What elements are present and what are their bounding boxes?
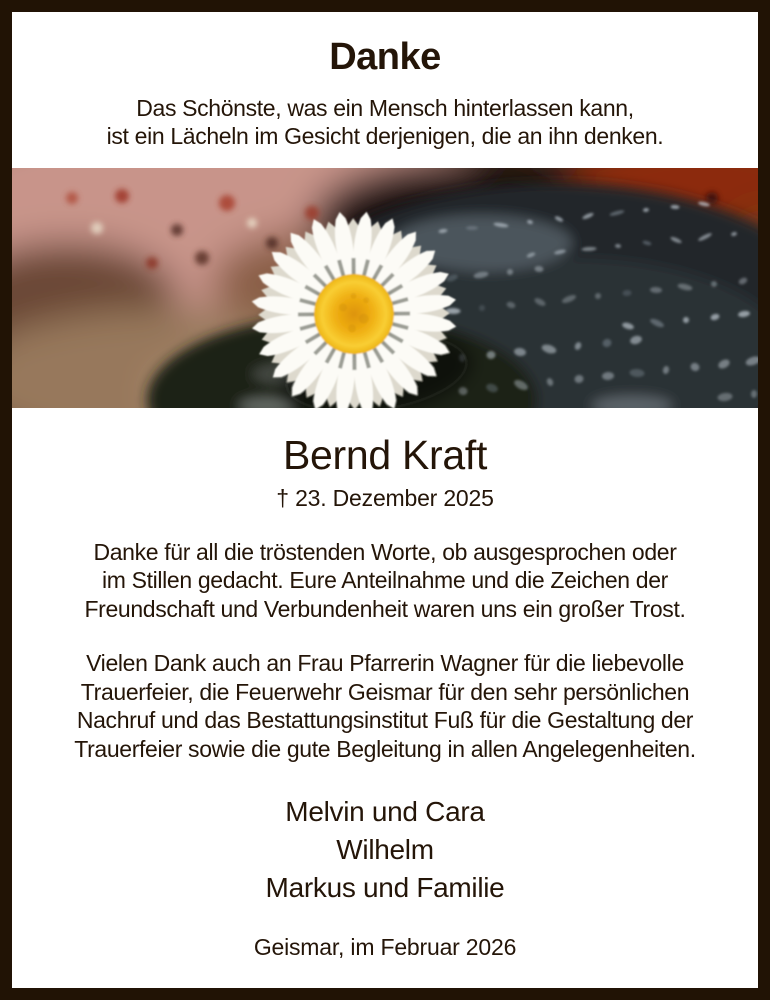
paragraph-line: Nachruf und das Bestattungsinstitut Fuß für die Gestaltung der [76,707,694,734]
page-title: Danke [329,36,441,78]
paragraph-line: Trauerfeier sowie die gute Begleitung in allen Angelegenheiten. [74,735,696,762]
deceased-name: Bernd Kraft [282,431,488,478]
death-date: † 23. Dezember 2025 [276,484,494,511]
mourners-list [44,793,726,907]
thanks-paragraph-1 [44,538,726,624]
mourner-line: Melvin und Cara [285,796,485,828]
epigraph [44,94,726,150]
thanks-paragraph-2 [44,649,726,763]
memorial-photo [12,168,758,408]
paragraph-line: Freundschaft und Verbundenheit waren uns ein großer Trost. [84,595,686,622]
paragraph-line: Trauerfeier, die Feuerwehr Geismar für den sehr persönlichen [80,678,690,705]
paragraph-line: Vielen Dank auch an Frau Pfarrerin Wagner für die liebevolle [86,650,684,677]
place-and-date: Geismar, im Februar 2026 [253,934,517,961]
mourner-line: Markus und Familie [265,872,505,904]
daisy-on-wet-stones-photo [12,168,758,408]
epigraph-line: ist ein Lächeln im Gesicht derjenigen, die an ihn denken. [106,122,664,149]
mourner-line: Wilhelm [336,834,434,866]
epigraph-line: Das Schönste, was ein Mensch hinterlassen kann, [136,94,634,121]
paragraph-line: im Stillen gedacht. Eure Anteilnahme und die Zeichen der [102,567,668,594]
paragraph-line: Danke für all die tröstenden Worte, ob ausgesprochen oder [93,538,677,565]
